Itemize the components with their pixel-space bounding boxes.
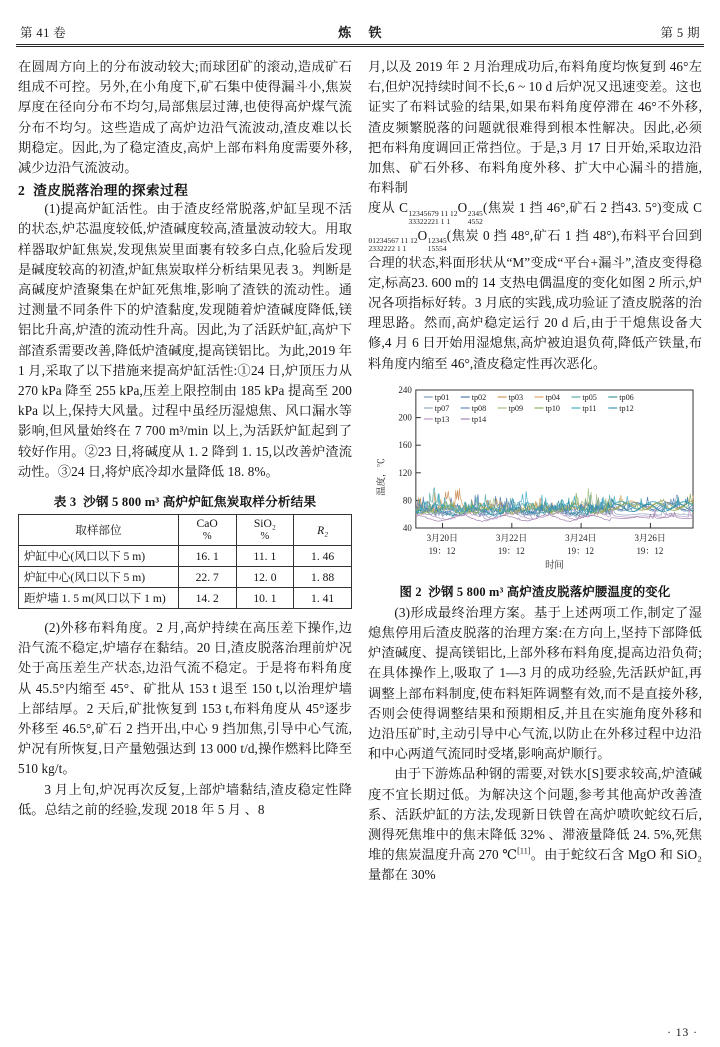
svg-text:tp13: tp13 xyxy=(434,414,450,424)
table3-r0-sio2: 11. 1 xyxy=(236,546,294,567)
paragraph-item-4 xyxy=(368,764,702,885)
table-row xyxy=(19,567,352,588)
paragraph-continued: 在圆周方向上的分布波动较大;而球团矿的滚动,造成矿石组成不可控。另外,在小角度下,矿石集中使得漏斗小,焦炭厚度在径向分布不均匀,局部焦层过薄,也使得高炉煤气流分布不均匀。这些造成了高炉边沿气流波动,渣皮难以长期稳定。因此,为了稳定渣皮,高炉上部布料角度需要外移,减少边沿气流波动。 xyxy=(18,59,352,176)
table3-header-row xyxy=(19,515,352,546)
table3-r0-r2: 1. 46 xyxy=(294,546,352,567)
left-column xyxy=(18,57,352,886)
formula1-note: (焦炭 1 挡 46°,矿石 2 挡43. 5°) xyxy=(482,200,662,216)
table3-col-cao-unit: % xyxy=(202,531,212,543)
svg-text:tp04: tp04 xyxy=(545,392,560,402)
svg-text:tp01: tp01 xyxy=(434,392,450,402)
svg-text:40: 40 xyxy=(402,522,412,533)
paragraph-item-2b: 3 月上旬,炉况再次反复,上部炉墙黏结,渣皮稳定性降低。总结之前的经验,发现 2018 年 5 月 、8 xyxy=(18,781,352,817)
two-column-body xyxy=(14,57,706,886)
page-number: · 13 · xyxy=(667,1027,698,1039)
svg-text:160: 160 xyxy=(398,440,412,451)
table3-col-sio2-label: SiO₂ xyxy=(253,517,276,531)
thermocouple-line-chart xyxy=(368,382,702,578)
formula2-note: (焦炭 0 挡 48°,矿石 1 挡 48°), xyxy=(446,227,620,243)
figure2-caption xyxy=(368,582,702,600)
formula-lead-1: 度从 xyxy=(368,200,400,216)
reference-marker-11: [11] xyxy=(517,846,531,856)
running-head xyxy=(14,0,706,44)
table3-caption xyxy=(18,491,352,510)
section-number: 2 xyxy=(18,183,26,199)
issue-label: 第 5 期 xyxy=(660,26,700,40)
svg-text:3月26日: 3月26日 xyxy=(634,532,666,543)
paragraph-item-4-end: 。由于蛇纹石含 MgO 和 SiO₂量都在 30% xyxy=(368,847,703,883)
svg-text:80: 80 xyxy=(402,495,412,506)
table3-col-cao xyxy=(178,515,236,546)
table3-r0-cao: 16. 1 xyxy=(178,546,236,567)
svg-text:tp09: tp09 xyxy=(508,403,524,413)
formula1-coke: 12345679 11 12 33322221 1 1 xyxy=(408,208,458,226)
svg-text:19：12: 19：12 xyxy=(497,545,525,556)
svg-text:tp10: tp10 xyxy=(545,403,560,413)
table3-col-r2-label: R₂ xyxy=(317,523,329,537)
section-title: 渣皮脱落治理的探索过程 xyxy=(33,183,189,199)
svg-text:3月24日: 3月24日 xyxy=(565,532,597,543)
table3-r1-r2: 1. 88 xyxy=(294,567,352,588)
journal-title: 炼 铁 xyxy=(338,25,389,40)
table3-r1-cao: 22. 7 xyxy=(178,567,236,588)
paragraph-item-1: (1)提高炉缸活性。由于渣皮经常脱落,炉缸呈现不活的状态,炉芯温度较低,炉渣碱度较高,渣量波动较大。用取样器取炉缸焦炭,发现焦炭里面裹有较多白点,化验后发现是碱度较高的初渣,炉缸焦炭取样分析结果见表 3。判断是高碱度炉渣聚集在炉缸死焦堆,影响了渣铁的流动性。通过测量不同条件下的炉渣黏度,发现随着炉渣碱度降低,镁铝比升高,炉渣的流动性升高。因此,为了活跃炉缸,高炉下部渣系需要改善,降低炉渣碱度,提高镁铝比。为此,2019 年 1 月,采取了以下措施来提高炉缸活性:①24 日,炉顶压力从 270 kPa 降至 255 kPa,压差上限控制由 185 kPa 提高至 200 kPa 以上,保持大风量。过程中虽经历湿熄焦、风口漏水等影响,但风量始终在 7 700 m³/min 以上,为活跃炉缸起到了较好作用。②23 日,将碱度从 1. 2 降到 1. 15,以改善炉渣流动性。③24 日,将炉底冷却水量降低 18. 8%。 xyxy=(18,201,352,479)
table3-r2-cao: 14. 2 xyxy=(178,588,236,609)
svg-text:19：12: 19：12 xyxy=(567,545,595,556)
figure-2 xyxy=(368,382,702,600)
table3-r2-r2: 1. 41 xyxy=(294,588,352,609)
svg-text:时间: 时间 xyxy=(545,560,564,571)
table3-r1-sio2: 12. 0 xyxy=(236,567,294,588)
table3-col-sio2-unit: % xyxy=(260,531,270,543)
section-heading-2 xyxy=(18,179,352,199)
paragraph-charging-matrix: 度从 C 12345679 11 12 33322221 1 1 O 2345 4552 (焦炭 1 挡 46°,矿石 2 挡43. 5°)变成 C 01234567 11 12 2332222 1 1 O 12345 15554 (焦炭 0 挡 48°,矿石 1 挡 48°),布料平台回到合理的状态,料面形状从“M”变成“平台+漏斗”,渣皮变得稳定,标高23. 600 m的 14 支热电偶温度的变化如图 2 所示,炉况各项指标好转。3 月底的实践,成功验证了渣皮脱落的治理思路。然而,高炉稳定运行 20 d 后,由于干熄焦设备大修,4 月 6 日开始用湿熄焦,高炉被迫退负荷,降低产铁量,布料角度内缩至 46°,渣皮稳定性再次恶化。 xyxy=(368,200,702,371)
table-row xyxy=(19,546,352,567)
svg-text:温度，℃: 温度，℃ xyxy=(376,458,387,496)
svg-text:tp07: tp07 xyxy=(434,403,450,413)
svg-text:tp08: tp08 xyxy=(471,403,487,413)
table3-r2-sio2: 10. 1 xyxy=(236,588,294,609)
table3 xyxy=(18,514,352,609)
table3-col-sio2 xyxy=(236,515,294,546)
formula1-ore: 2345 4552 xyxy=(467,208,483,226)
svg-text:3月22日: 3月22日 xyxy=(495,532,528,543)
right-column xyxy=(368,57,702,886)
svg-text:3月20日: 3月20日 xyxy=(426,532,458,543)
svg-text:tp02: tp02 xyxy=(471,392,487,402)
table3-r1-site: 炉缸中心(风口以下 5 m) xyxy=(19,567,179,588)
svg-text:240: 240 xyxy=(398,384,412,395)
formula2-coke: 01234567 11 12 2332222 1 1 xyxy=(368,235,418,253)
figure2-caption-prefix: 图 2 xyxy=(399,584,422,599)
table3-caption-text: 沙钢 5 800 m³ 高炉炉缸焦炭取样分析结果 xyxy=(83,495,317,510)
table3-col-cao-label: CaO xyxy=(196,517,218,531)
svg-text:tp14: tp14 xyxy=(471,414,487,424)
svg-text:19：12: 19：12 xyxy=(636,545,664,556)
table3-col-site: 取样部位 xyxy=(19,515,179,546)
svg-text:tp12: tp12 xyxy=(619,403,634,413)
header-rule xyxy=(16,44,704,47)
paragraph-item-2a: (2)外移布料角度。2 月,高炉持续在高压差下操作,边沿气流不稳定,炉墙存在黏结。20 日,渣皮脱落治理前炉况处于高压差生产状态,边沿气流不稳定。于是将布料角度从 45.5°内缩至 45°、矿批从 153 t 退至 150 t,以治理炉墙上部结厚。2 天后,矿批恢复到 153 t,布料角度从 45°逐步外移至 46.5°,矿石 2 挡开出,中心 9 挡加焦,引导中心气流,炉况有所恢复,日产量勉强达到 13 000 t/d,操作燃料比降至 510 kg/t。 xyxy=(18,620,352,777)
svg-text:tp03: tp03 xyxy=(508,392,524,402)
table3-r0-site: 炉缸中心(风口以下 5 m) xyxy=(19,546,179,567)
figure2-chart xyxy=(368,382,702,578)
table3-col-r2 xyxy=(294,515,352,546)
svg-text:tp05: tp05 xyxy=(582,392,597,402)
table-row xyxy=(19,588,352,609)
paragraph-item-4-text: 由于下游炼品种钢的需要,对铁水[S]要求较高,炉渣碱度不宜长期过低。为解决这个问题,参考其他高炉改善渣系、活跃炉缸的方法,发现新日铁曾在高炉喷吹蛇纹石后,测得死焦堆中的焦末降低 32% 、滞液量降低 24. 5%,死焦堆的焦炭温度升高 270 ℃ xyxy=(368,766,702,863)
svg-text:200: 200 xyxy=(398,412,412,423)
svg-text:120: 120 xyxy=(398,467,412,478)
table3-caption-prefix: 表 3 xyxy=(53,495,77,510)
figure2-caption-text: 沙钢 5 800 m³ 高炉渣皮脱落炉腰温度的变化 xyxy=(428,584,671,599)
svg-text:tp11: tp11 xyxy=(582,403,597,413)
formula2-ore: 12345 15554 xyxy=(427,235,447,253)
svg-text:19：12: 19：12 xyxy=(428,545,456,556)
volume-label: 第 41 卷 xyxy=(20,26,67,40)
table3-r2-site: 距炉墙 1. 5 m(风口以下 1 m) xyxy=(19,588,179,609)
paragraph-item-3: (3)形成最终治理方案。基于上述两项工作,制定了湿熄焦停用后渣皮脱落的治理方案:在方向上,坚持下部降低炉渣碱度、提高镁铝比,上部外移布料角度,提高边沿负荷;在具体操作上,吸取了 1—3 月的成功经验,先活跃炉缸,再调整上部布料制度,使布料矩阵调整有效,而不是直接外移,否则会使得调整结果和预期相反,并且在实施角度外移和边沿压矿时,主动引导中心气流,以防止在外移过程中边沿和中心两道气流同时受堵,影响高炉顺行。 xyxy=(368,604,702,762)
formula-lead-2: 变成 xyxy=(661,200,694,216)
paragraph-after-formula: 布料平台回到合理的状态,料面形状从“M”变成“平台+漏斗”,渣皮变得稳定,标高23. 600 m的 14 支热电偶温度的变化如图 2 所示,炉况各项指标好转。3 月底的实践,成功验证了渣皮脱落的治理思路。然而,高炉稳定运行 20 d 后,由于干熄焦设备大修,4 月 6 日开始用湿熄焦,高炉被迫退负荷,降低产铁量,布料角度内缩至 46°,渣皮稳定性再次恶化。 xyxy=(368,227,702,371)
paragraph-right-top: 月,以及 2019 年 2 月治理成功后,布料角度均恢复到 46°左右,但炉况持续时间不长,6 ~ 10 d 后炉况又迅速变差。这也证实了布料试验的结果,如果布料角度停滞在 46°不外移,渣皮频繁脱落的问题就很难得到根本性解决。因此,必须把布料角度调回正常挡位。于是,3 月 17 日开始,采取边沿加焦、矿石外移、布料角度外移、扩大中心漏斗的措施,布料制 xyxy=(368,59,702,196)
svg-text:tp06: tp06 xyxy=(619,392,634,402)
